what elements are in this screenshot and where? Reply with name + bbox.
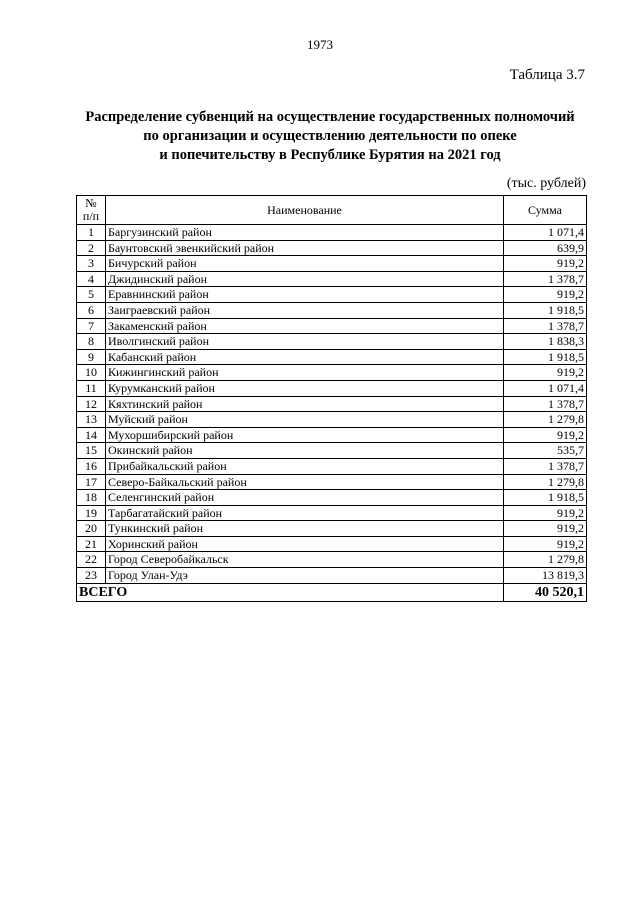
title-line: и попечительству в Республике Бурятия на 2021 год [159,147,501,163]
row-name: Селенгинский район [106,490,504,506]
row-name: Курумканский район [106,380,504,396]
table-row [77,458,587,474]
row-number: 2 [77,240,106,256]
table-row [77,427,587,443]
table-header-row [77,196,587,225]
row-name: Баргузинский район [106,225,504,241]
row-name: Кяхтинский район [106,396,504,412]
row-sum: 1 378,7 [504,271,587,287]
row-sum: 1 071,4 [504,225,587,241]
row-name: Баунтовский эвенкийский район [106,240,504,256]
row-sum: 1 378,7 [504,318,587,334]
header-name: Наименование [106,196,504,225]
row-number: 4 [77,271,106,287]
row-name: Кабанский район [106,349,504,365]
row-name: Город Улан-Удэ [106,568,504,584]
table-row [77,318,587,334]
row-sum: 919,2 [504,427,587,443]
table-row [77,365,587,381]
row-number: 17 [77,474,106,490]
table-row [77,240,587,256]
table-row [77,302,587,318]
row-number: 14 [77,427,106,443]
row-sum: 1 279,8 [504,412,587,428]
row-sum: 919,2 [504,505,587,521]
table-row [77,474,587,490]
row-name: Город Северобайкальск [106,552,504,568]
row-number: 5 [77,287,106,303]
table-row [77,536,587,552]
row-name: Северо-Байкальский район [106,474,504,490]
document-title [60,108,600,165]
row-number: 1 [77,225,106,241]
row-sum: 1 279,8 [504,552,587,568]
row-number: 21 [77,536,106,552]
table-row [77,334,587,350]
row-number: 13 [77,412,106,428]
row-sum: 1 071,4 [504,380,587,396]
table-row [77,225,587,241]
row-number: 18 [77,490,106,506]
table-row [77,271,587,287]
row-sum: 1 378,7 [504,396,587,412]
row-number: 3 [77,256,106,272]
title-line: Распределение субвенций на осуществление государственных полномочий [85,109,575,125]
row-sum: 1 918,5 [504,302,587,318]
table-row [77,521,587,537]
row-name: Джидинский район [106,271,504,287]
row-number: 9 [77,349,106,365]
row-name: Хоринский район [106,536,504,552]
table-row [77,380,587,396]
row-sum: 1 378,7 [504,458,587,474]
row-number: 20 [77,521,106,537]
row-number: 15 [77,443,106,459]
row-name: Еравнинский район [106,287,504,303]
row-name: Мухоршибирский район [106,427,504,443]
table-row [77,396,587,412]
table-row [77,256,587,272]
row-sum: 919,2 [504,256,587,272]
row-number: 7 [77,318,106,334]
header-sum: Сумма [504,196,587,225]
row-number: 11 [77,380,106,396]
table-row [77,490,587,506]
page-number: 1973 [307,37,333,52]
row-sum: 919,2 [504,287,587,303]
row-name: Закаменский район [106,318,504,334]
row-sum: 1 918,5 [504,349,587,365]
row-name: Кижингинский район [106,365,504,381]
row-sum: 919,2 [504,521,587,537]
table-row [77,412,587,428]
total-sum: 40 520,1 [504,583,587,601]
row-number: 12 [77,396,106,412]
subventions-table [76,195,587,602]
row-sum: 13 819,3 [504,568,587,584]
row-name: Прибайкальский район [106,458,504,474]
row-name: Тарбагатайский район [106,505,504,521]
units-label: (тыс. рублей) [506,176,586,191]
row-name: Муйский район [106,412,504,428]
table-row [77,568,587,584]
row-name: Окинский район [106,443,504,459]
header-num: № п/п [77,196,106,225]
row-number: 8 [77,334,106,350]
row-sum: 1 838,3 [504,334,587,350]
row-sum: 639,9 [504,240,587,256]
row-name: Бичурский район [106,256,504,272]
table-row [77,443,587,459]
title-line: по организации и осуществлению деятельности по опеке [143,128,517,144]
table-row [77,287,587,303]
row-name: Иволгинский район [106,334,504,350]
row-number: 23 [77,568,106,584]
row-sum: 919,2 [504,365,587,381]
total-row [77,583,587,601]
row-number: 22 [77,552,106,568]
row-number: 19 [77,505,106,521]
table-row [77,349,587,365]
row-sum: 919,2 [504,536,587,552]
row-number: 6 [77,302,106,318]
row-number: 16 [77,458,106,474]
total-label: ВСЕГО [77,583,504,601]
table-row [77,552,587,568]
table-body [77,225,587,584]
row-sum: 1 279,8 [504,474,587,490]
row-number: 10 [77,365,106,381]
row-sum: 535,7 [504,443,587,459]
row-sum: 1 918,5 [504,490,587,506]
row-name: Тункинский район [106,521,504,537]
table-reference: Таблица 3.7 [509,67,585,83]
table-row [77,505,587,521]
row-name: Заиграевский район [106,302,504,318]
